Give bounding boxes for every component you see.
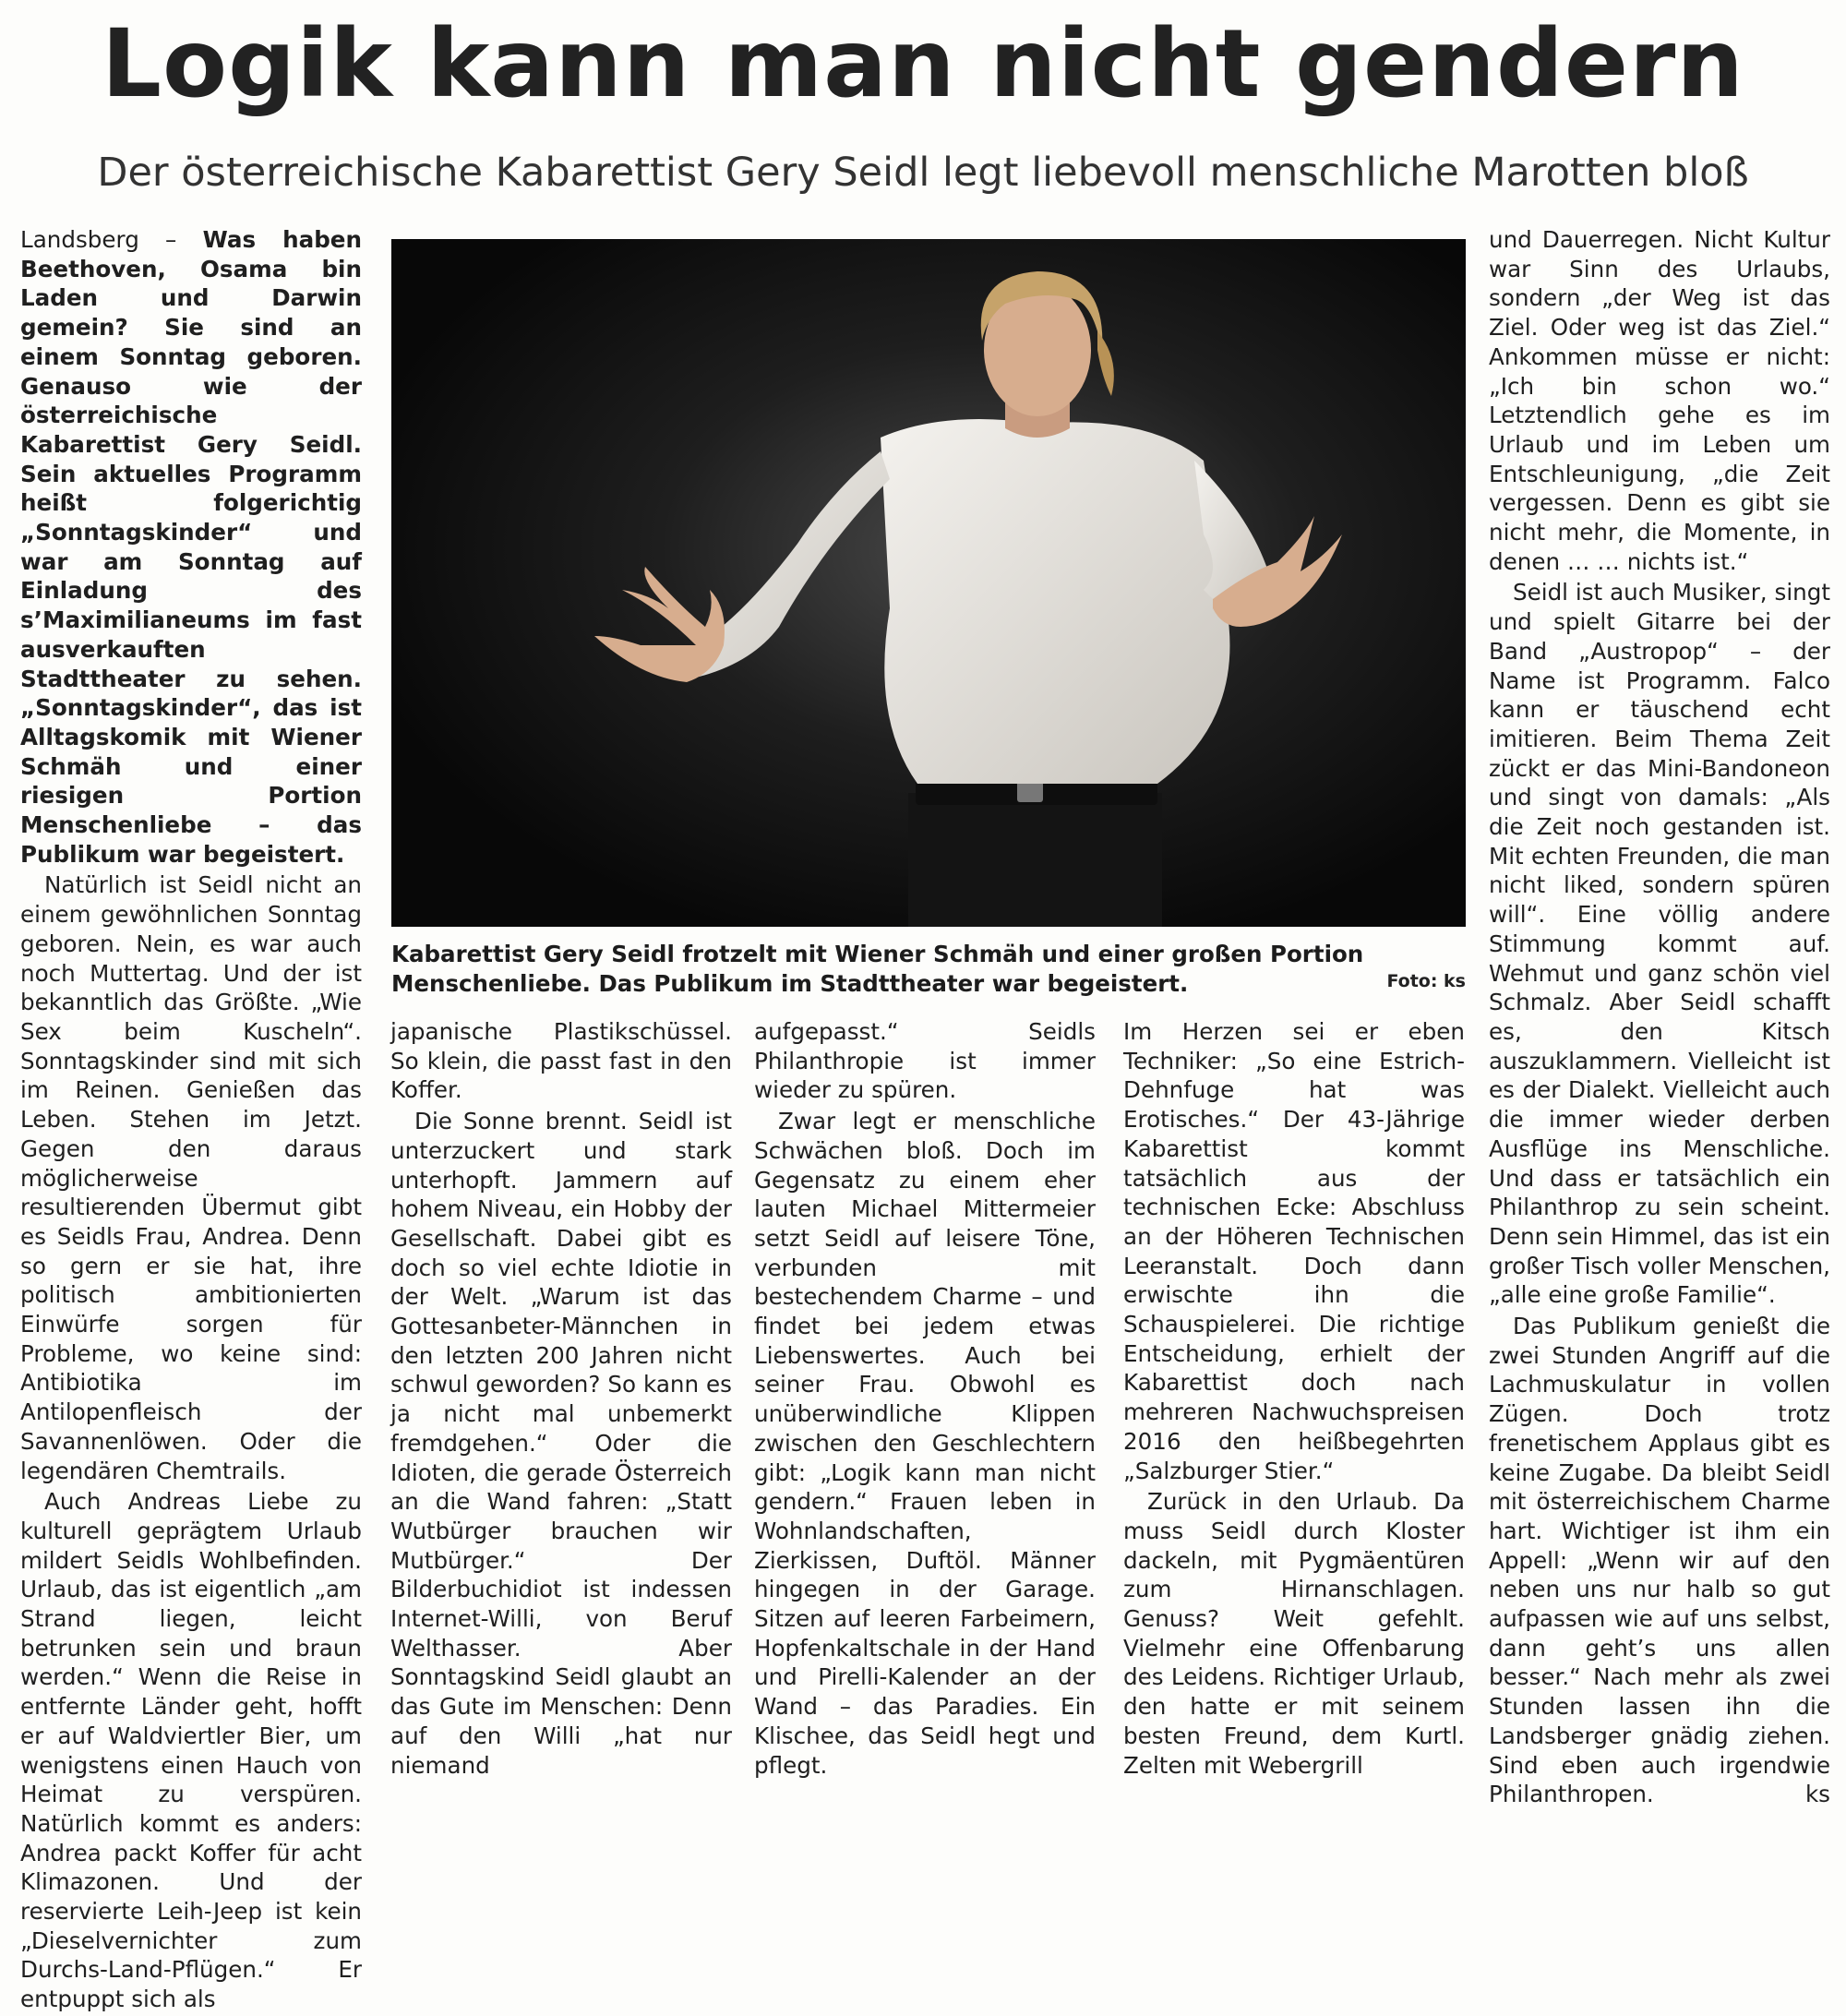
paragraph: Zurück in den Urlaub. Da muss Seidl durch Kloster dackeln, mit Pygmäentüren zum Hirnanschlagen. Genuss? Weit gefehlt. Vielmehr eine Offenbarung des Leidens. Richtiger Urlaub, den hatte er mit seinem besten Freund, dem Kurtl. Zelten mit Webergrill xyxy=(1123,1488,1465,1779)
article-column-1 xyxy=(20,225,362,2016)
paragraph: aufgepasst.“ Seidls Philanthropie ist immer wieder zu spüren. xyxy=(754,1018,1096,1104)
paragraph: Die Sonne brennt. Seidl ist unterzuckert und stark unterhopft. Jammern auf hohem Niveau, ein Hobby der Gesellschaft. Dabei gibt es doch so viel echte Idiotie in der Welt. „Warum ist das Gottesanbeter-Männchen in den letzten 200 Jahren nicht schwul geworden? So kann es ja nicht mal unbemerkt fremdgehen.“ Oder die Idioten, die gerade Österreich an die Wand fahren: „Statt Wutbürger brauchen wir Mutbürger.“ Der Bilderbuchidiot ist indessen Internet-Willi, von Beruf Welthasser. Aber Sonntagskind Seidl glaubt an das Gute im Menschen: Denn auf den Willi „hat nur niemand xyxy=(390,1108,732,1779)
paragraph: und Dauerregen. Nicht Kultur war Sinn des Urlaubs, sondern „der Weg ist das Ziel. Oder weg ist das Ziel.“ Ankommen müsse er nicht: „Ich bin schon wo.“ Letztendlich gehe es im Urlaub und im Leben um Entschleunigung, „die Zeit vergessen. Denn es gibt sie nicht mehr, die Momente, in denen … … nichts ist.“ xyxy=(1489,226,1830,575)
photo-credit: Foto: ks xyxy=(1386,971,1466,991)
article-column-4 xyxy=(1123,1017,1465,1782)
subheadline: Der österreichische Kabarettist Gery Seidl legt liebevoll menschliche Marotten bloß xyxy=(97,150,1749,196)
performer-photo-illustration xyxy=(391,239,1466,927)
paragraph: Auch Andreas Liebe zu kulturell geprägtem Urlaub mildert Seidls Wohlbefinden. Urlaub, das ist eigentlich „am Strand liegen, leicht betrunken sein und braun werden.“ Wenn die Reise in entfernte Länder geht, hofft er auf Waldviertler Bier, um wenigstens einen Hauch von Heimat zu verspüren. Natürlich kommt es anders: Andrea packt Koffer für acht Klimazonen. Und der reservierte Leih-Jeep ist kein „Dieselvernichter zum Durchs-Land-Pflügen.“ Er entpuppt sich als xyxy=(20,1488,362,2013)
lead-paragraph xyxy=(20,225,362,869)
paragraph xyxy=(1489,1312,1830,1809)
lead-text: Was haben Beethoven, Osama bin Laden und Darwin gemein? Sie sind an einem Sonntag geboren. Genauso wie der österreichische Kabarettist Gery Seidl. Sein aktuelles Programm heißt folgerichtig „Sonntagskinder“ und war am Sonntag auf Einladung des s’Maximilianeums im fast ausverkauften Stadttheater zu sehen. „Sonntagskinder“, das ist Alltagskomik mit Wiener Schmäh und einer riesigen Portion Menschenliebe – das Publikum war begeistert. xyxy=(20,226,362,868)
article-column-5 xyxy=(1489,225,1830,1811)
author-initials: ks xyxy=(1804,1781,1830,1808)
dateline: Landsberg – xyxy=(20,226,177,253)
article-column-3 xyxy=(754,1017,1096,1782)
paragraph: Im Herzen sei er eben Techniker: „So eine Estrich-Dehnfuge hat was Erotisches.“ Der 43-Jährige Kabarettist kommt tatsächlich aus der technischen Ecke: Abschluss an der Höheren Technischen Leeranstalt. Doch dann erwischte ihn die Schauspielerei. Die richtige Entscheidung, erhielt der Kabarettist doch nach mehreren Nachwuchspreisen 2016 den heißbegehrten „Salzburger Stier.“ xyxy=(1123,1018,1465,1484)
paragraph: Natürlich ist Seidl nicht an einem gewöhnlichen Sonntag geboren. Nein, es war auch noch Muttertag. Und der ist bekanntlich das Größte. „Wie Sex beim Kuscheln“. Sonntagskinder sind mit sich im Reinen. Genießen das Leben. Stehen im Jetzt. Gegen den daraus möglicherweise resultierenden Übermut gibt es Seidls Frau, Andrea. Denn so gern er sie hat, ihre politisch ambitionierten Einwürfe sorgen für Probleme, wo keine sind: Antibiotika im Antilopenfleisch der Savannenlöwen. Oder die legendären Chemtrails. xyxy=(20,871,362,1484)
paragraph-text: Das Publikum genießt die zwei Stunden Angriff auf die Lachmuskulatur in vollen Zügen. Doch trotz frenetischem Applaus gibt es keine Zugabe. Da bleibt Seidl mit österreichischem Charme hart. Wichtiger ist ihm ein Appell: „Wenn wir auf den neben uns nur halb so gut aufpassen wie auf uns selbst, dann geht’s uns allen besser.“ Nach mehr als zwei Stunden lassen ihn die Landsberger gnädig ziehen. Sind eben auch irgendwie Philanthropen. xyxy=(1489,1313,1830,1808)
paragraph: Seidl ist auch Musiker, singt und spielt Gitarre bei der Band „Austropop“ – der Name ist Programm. Falco kann er täuschend echt imitieren. Beim Thema Zeit zückt er das Mini-Bandoneon und singt von damals: „Als die Zeit noch gestanden ist. Mit echten Freunden, die man nicht liked, sondern spüren will“. Eine völlig andere Stimmung kommt auf. Wehmut und ganz schön viel Schmalz. Aber Seidl schafft es, den Kitsch auszuklammern. Vielleicht ist es der Dialekt. Vielleicht auch die immer wieder derben Ausflüge ins Menschliche. Und dass er tatsächlich ein Philanthrop zu sein scheint. Denn sein Himmel, das ist ein großer Tisch voller Menschen, „alle eine große Familie“. xyxy=(1489,579,1830,1309)
paragraph: japanische Plastikschüssel. So klein, die passt fast in den Koffer. xyxy=(390,1018,732,1104)
article-column-2 xyxy=(390,1017,732,1782)
paragraph: Zwar legt er menschliche Schwächen bloß. Doch im Gegensatz zu einem eher lauten Michael Mittermeier setzt Seidl auf leisere Töne, verbunden mit bestechendem Charme – und findet bei jedem etwas Liebenswertes. Auch bei seiner Frau. Obwohl es unüberwindliche Klippen zwischen den Geschlechtern gibt: „Logik kann man nicht gendern.“ Frauen leben in Wohnlandschaften, Zierkissen, Duftöl. Männer hingegen in der Garage. Sitzen auf leeren Farbeimern, Hopfenkaltschale in der Hand und Pirelli-Kalender an der Wand – das Paradies. Ein Klischee, das Seidl hegt und pflegt. xyxy=(754,1108,1096,1779)
photo-caption: Kabarettist Gery Seidl frotzelt mit Wiener Schmäh und einer großen Portion Menschenliebe. Das Publikum im Stadttheater war begeistert. xyxy=(391,941,1364,997)
article-photo xyxy=(391,239,1466,927)
headline: Logik kann man nicht gendern xyxy=(102,9,1744,119)
